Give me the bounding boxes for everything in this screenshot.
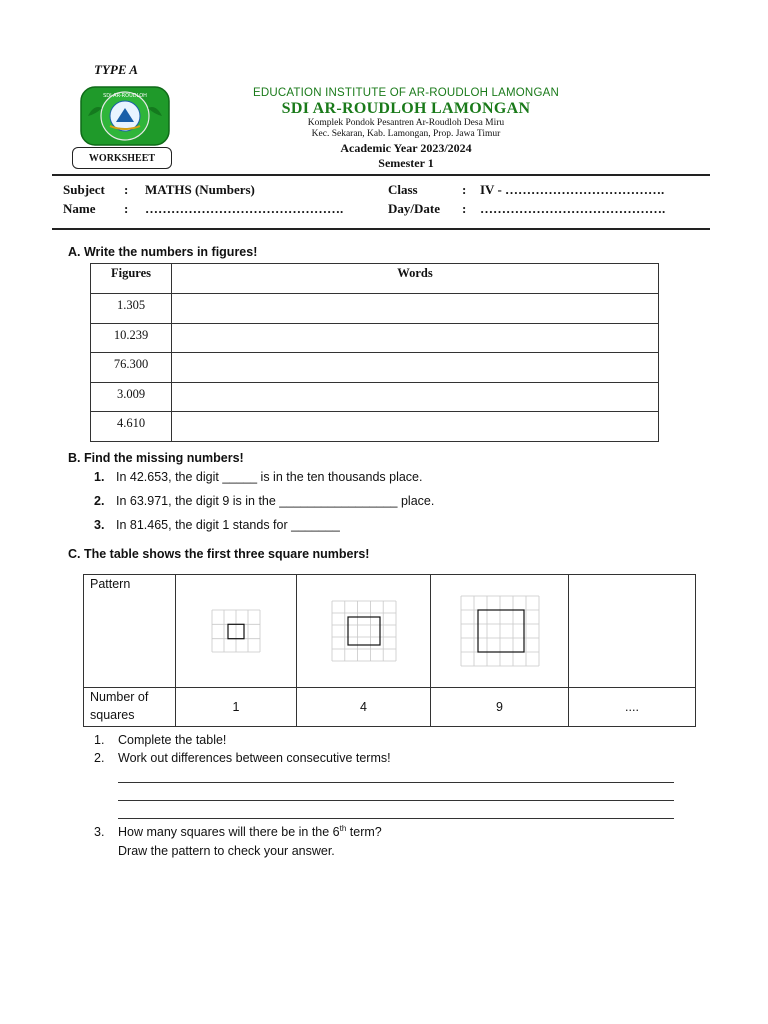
date-colon: : — [462, 201, 467, 216]
number-of-squares-label: Number of squares — [84, 688, 176, 727]
item-number: 1. — [94, 733, 105, 747]
address-line-2: Kec. Sekaran, Kab. Lamongan, Prop. Jawa Timur — [311, 129, 501, 139]
count-cell: 1 — [176, 688, 297, 727]
words-answer-cell[interactable] — [172, 353, 659, 383]
figure-cell: 76.300 — [91, 353, 172, 383]
count-cell: 9 — [431, 688, 569, 727]
item-text: In 42.653, the digit _____ is in the ten thousands place. — [116, 470, 423, 484]
type-label: TYPE A — [94, 62, 138, 77]
count-cell[interactable]: .... — [569, 688, 696, 727]
answer-line[interactable] — [118, 782, 674, 783]
list-item — [94, 470, 422, 484]
item-text: In 81.465, the digit 1 stands for _______ — [116, 518, 340, 532]
figures-header: Figures — [91, 264, 172, 294]
academic-year: Academic Year 2023/2024 — [340, 141, 472, 155]
item-text: Complete the table! — [118, 733, 227, 747]
figure-cell: 10.239 — [91, 323, 172, 353]
pattern-cell-3 — [431, 575, 569, 688]
pattern-3x3 — [460, 595, 540, 667]
pattern-cell-1 — [176, 575, 297, 688]
item-text: How many squares will there be in the 6 — [118, 825, 340, 840]
worksheet-label: WORKSHEET — [72, 147, 172, 169]
pattern-cell-2 — [297, 575, 431, 688]
class-label: Class — [388, 182, 418, 197]
table-row — [91, 294, 659, 324]
date-field[interactable]: ……………………………………. — [480, 201, 666, 216]
count-cell: 4 — [297, 688, 431, 727]
figure-cell: 4.610 — [91, 412, 172, 442]
item-text: Draw the pattern to check your answer. — [118, 844, 335, 858]
item-text: Work out differences between consecutive terms! — [118, 751, 391, 765]
list-item — [94, 733, 226, 747]
table-row — [91, 353, 659, 383]
subject-colon: : — [124, 182, 129, 197]
semester: Semester 1 — [378, 156, 434, 170]
table-row — [91, 412, 659, 442]
subject-label: Subject — [63, 182, 105, 197]
top-rule — [52, 174, 710, 176]
words-answer-cell[interactable] — [172, 412, 659, 442]
school-name: SDI AR-ROUDLOH LAMONGAN — [281, 100, 531, 117]
table-row — [91, 323, 659, 353]
item-number: 1. — [94, 470, 105, 484]
class-field[interactable]: IV - ………………………………. — [480, 182, 665, 197]
answer-line[interactable] — [118, 800, 674, 801]
pattern-2x2 — [331, 600, 397, 662]
institute-name: EDUCATION INSTITUTE OF AR-ROUDLOH LAMONGAN — [253, 87, 559, 99]
words-answer-cell[interactable] — [172, 294, 659, 324]
list-item — [94, 824, 382, 839]
name-colon: : — [124, 201, 129, 216]
section-c-title: C. The table shows the first three square numbers! — [68, 547, 370, 561]
figure-cell: 1.305 — [91, 294, 172, 324]
numbers-table — [90, 263, 659, 442]
list-item — [94, 751, 391, 765]
date-label: Day/Date — [388, 201, 440, 216]
item-text: term? — [346, 825, 382, 840]
item-number: 3. — [94, 825, 105, 840]
svg-text:SDI AR-ROUDLOH: SDI AR-ROUDLOH — [103, 93, 147, 99]
figure-cell: 3.009 — [91, 382, 172, 412]
item-number: 2. — [94, 751, 105, 765]
table-row — [91, 382, 659, 412]
section-a-title: A. Write the numbers in figures! — [68, 245, 258, 259]
pattern-cell-4[interactable] — [569, 575, 696, 688]
item-number: 3. — [94, 518, 105, 532]
name-label: Name — [63, 201, 96, 216]
name-field[interactable]: ………………………………………. — [145, 201, 344, 216]
list-item — [94, 494, 434, 508]
address-line-1: Komplek Pondok Pesantren Ar-Roudloh Desa Miru — [307, 118, 505, 128]
item-number: 2. — [94, 494, 105, 508]
list-item — [94, 518, 340, 532]
answer-line[interactable] — [118, 818, 674, 819]
pattern-label: Pattern — [84, 575, 176, 688]
section-b-title: B. Find the missing numbers! — [68, 451, 244, 465]
pattern-1x1 — [211, 609, 261, 653]
words-answer-cell[interactable] — [172, 323, 659, 353]
words-header: Words — [172, 264, 659, 294]
square-pattern-table — [83, 574, 696, 727]
item-text: In 63.971, the digit 9 is in the _________________ place. — [116, 494, 435, 508]
school-logo — [80, 86, 170, 146]
subject-value: MATHS (Numbers) — [145, 182, 255, 197]
class-colon: : — [462, 182, 467, 197]
ordinal-suffix: th — [339, 824, 347, 833]
info-rule — [52, 228, 710, 230]
words-answer-cell[interactable] — [172, 382, 659, 412]
